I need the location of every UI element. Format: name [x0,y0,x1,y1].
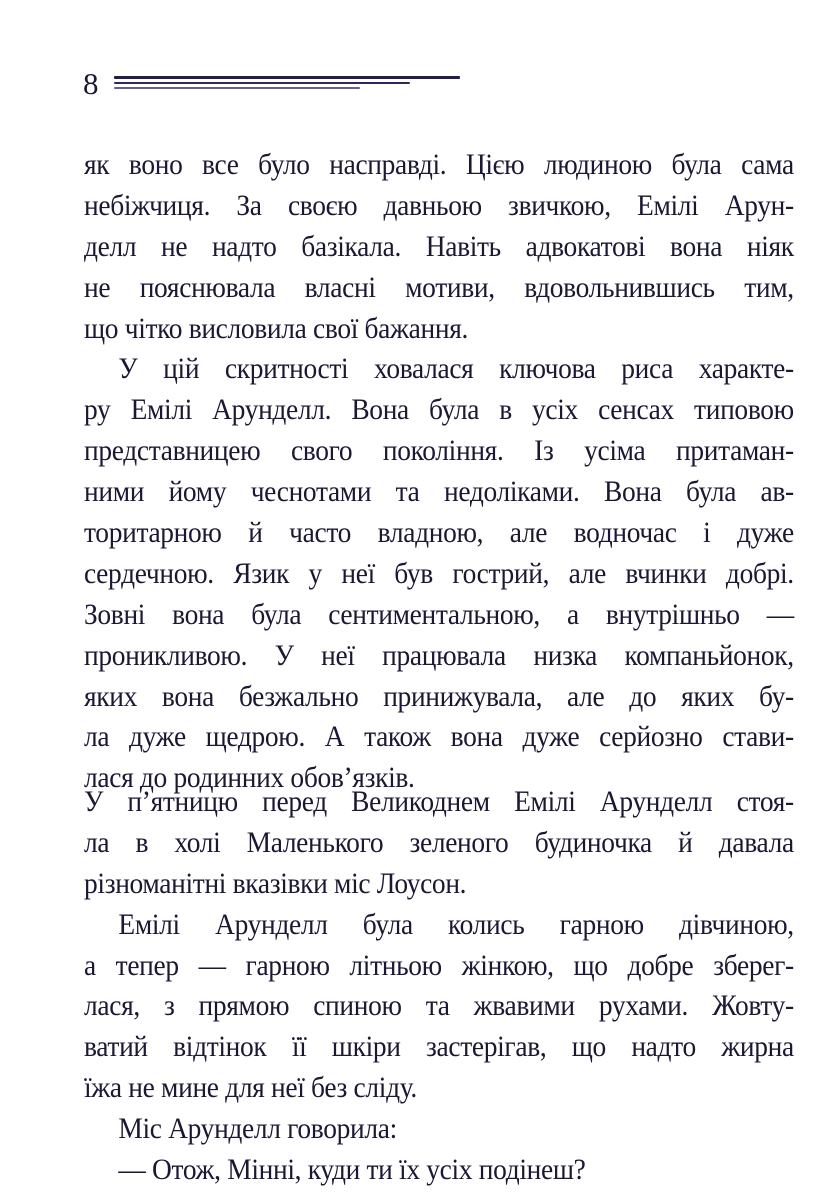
text-line: що чітко висловила свої бажання. [84,312,469,345]
text-line: У цій скритності ховалася ключова риса характе- [118,353,794,386]
header-rule-middle [114,82,410,84]
text-line: торитарною й часто владною, але водночас і дуже [84,517,794,550]
paragraph [84,905,794,1109]
text-line: У п’ятницю перед Великоднем Емілі Арунделл стоя- [84,786,794,818]
text-line: лася до родинних обов’язків. [84,762,415,795]
text-section-1 [84,145,794,799]
text-line: небіжчиця. За своєю давньою звичкою, Емілі Арун- [84,189,794,222]
dialogue-line [84,1150,794,1191]
paragraph [84,782,794,905]
text-line: представницею свого покоління. Із усіма притаман- [84,435,794,468]
text-line: яких вона безжально принижувала, але до яких бу- [84,680,794,713]
text-line: Емілі Арунделл була колись гарною дівчиною, [118,908,794,941]
text-line: їжа не мине для неї без сліду. [84,1072,417,1105]
text-line: як воно все було насправді. Цією людиною була сама [84,149,794,181]
page-number: 8 [83,66,99,101]
text-line: а тепер — гарною літньою жінкою, що добре зберег- [84,949,794,982]
text-line: ла в холі Маленького зеленого будиночка й давала [84,826,794,859]
text-line: — Отож, Мінні, куди ти їх усіх подінеш? [118,1154,586,1187]
text-line: не пояснювала власні мотиви, вдовольнившись тим, [84,271,794,304]
text-line: ватий відтінок її шкіри застерігав, що надто жирна [84,1031,794,1064]
text-line: сердечною. Язик у неї був гострий, але вчинки добрі. [84,557,794,590]
text-line: проникливою. У неї працювала низка компаньйонок, [84,639,794,672]
header-rule-top [114,76,460,79]
header-rule-bottom [114,87,360,89]
text-line: лася, з прямою спиною та жвавими рухами. Жовту- [84,990,794,1023]
text-line: Міс Арунделл говорила: [118,1113,397,1146]
paragraph [84,1109,794,1150]
text-line: ними йому чеснотами та недоліками. Вона була ав- [84,476,794,509]
text-line: делл не надто базікала. Навіть адвокатові вона ніяк [84,230,794,263]
text-line: ла дуже щедрою. А також вона дуже серйозно стави- [84,721,794,754]
text-section-2 [84,782,794,1191]
paragraph [84,349,794,799]
page-header [83,60,483,110]
paragraph [84,145,794,349]
text-line: ру Емілі Арунделл. Вона була в усіх сенсах типовою [84,394,794,427]
text-line: Зовні вона була сентиментальною, а внутрішньо — [84,598,794,631]
text-line: різноманітні вказівки міс Лоусон. [84,867,467,900]
